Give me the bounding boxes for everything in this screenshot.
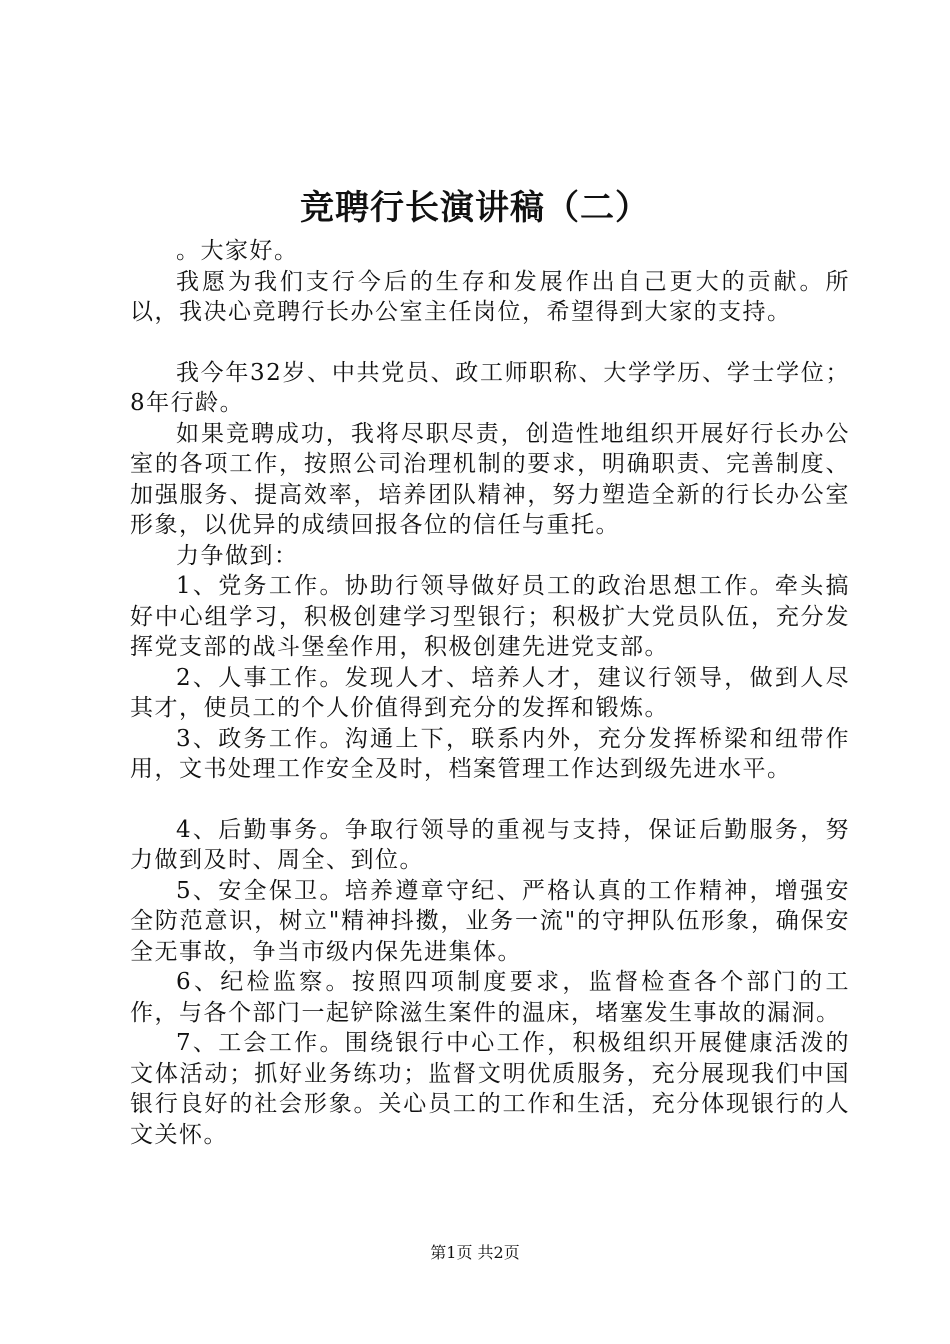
paragraph-background: 我今年32岁、中共党员、政工师职称、大学学历、学士学位；8年行龄。 (130, 359, 850, 416)
document-body (130, 236, 850, 1150)
paragraph-item-4: 4、后勤事务。争取行领导的重视与支持，保证后勤服务，努力做到及时、周全、到位。 (130, 816, 850, 873)
paragraph-item-3: 3、政务工作。沟通上下，联系内外，充分发挥桥梁和纽带作用，文书处理工作安全及时，档案管理工作达到级先进水平。 (130, 725, 850, 782)
paragraph-item-7: 7、工会工作。围绕银行中心工作，积极组织开展健康活泼的文体活动；抓好业务练功；监督文明优质服务，充分展现我们中国银行良好的社会形象。关心员工的工作和生活，充分体现银行的人文关怀。 (130, 1030, 850, 1148)
paragraph-intent: 我愿为我们支行今后的生存和发展作出自己更大的贡献。所以，我决心竞聘行长办公室主任岗位，希望得到大家的支持。 (130, 268, 850, 325)
page-number-footer: 第1页 共2页 (430, 1243, 520, 1262)
paragraph-item-6: 6、纪检监察。按照四项制度要求，监督检查各个部门的工作，与各个部门一起铲除滋生案件的温床，堵塞发生事故的漏洞。 (130, 969, 850, 1026)
paragraph-greeting: 。大家好。 (176, 238, 299, 264)
paragraph-item-5: 5、安全保卫。培养遵章守纪、严格认真的工作精神，增强安全防范意识，树立"精神抖擞，业务一流"的守押队伍形象，确保安全无事故，争当市级内保先进集体。 (130, 877, 850, 965)
paragraph-item-2: 2、人事工作。发现人才、培养人才，建议行领导，做到人尽其才，使员工的个人价值得到充分的发挥和锻炼。 (130, 664, 850, 721)
document-title: 竞聘行长演讲稿（二） (300, 188, 650, 228)
paragraph-item-1: 1、党务工作。协助行领导做好员工的政治思想工作。牵头搞好中心组学习，积极创建学习型银行；积极扩大党员队伍，充分发挥党支部的战斗堡垒作用，积极创建先进党支部。 (130, 573, 850, 660)
paragraph-goals-heading: 力争做到： (176, 542, 299, 569)
paragraph-commitment: 如果竞聘成功，我将尽职尽责，创造性地组织开展好行长办公室的各项工作，按照公司治理机制的要求，明确职责、完善制度、加强服务、提高效率，培养团队精神，努力塑造全新的行长办公室形象，以优异的成绩回报各位的信任与重托。 (130, 420, 850, 538)
